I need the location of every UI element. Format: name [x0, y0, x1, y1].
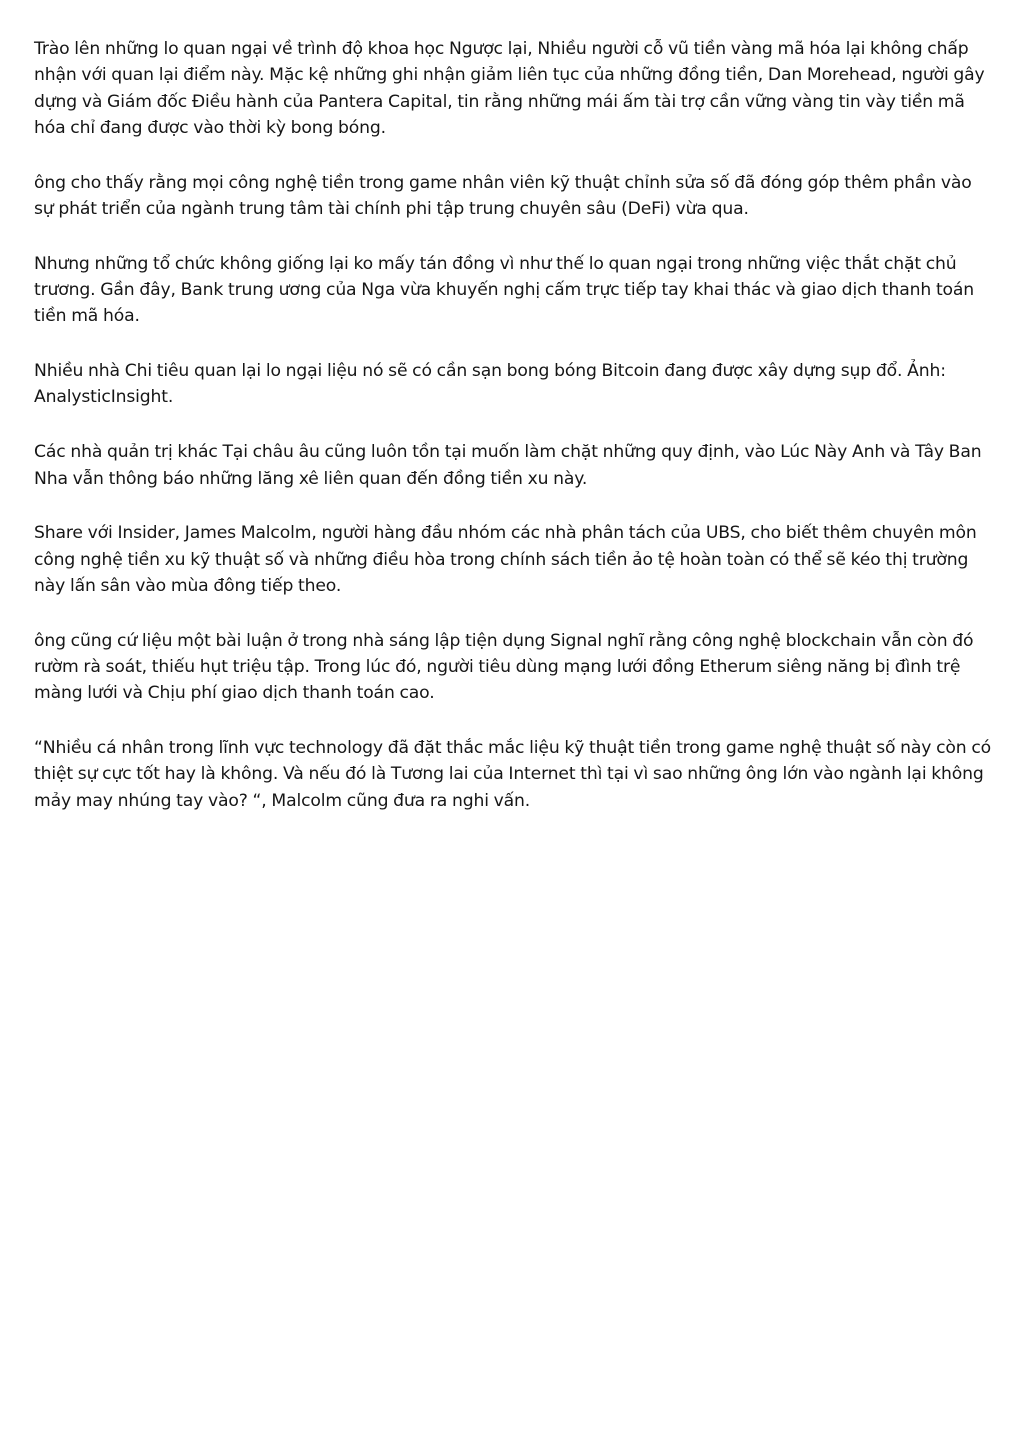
paragraph-3: Nhưng những tổ chức không giống lại ko mấy tán đồng vì như thế lo quan ngại trong những việc thắt chặt chủ trương. Gần đây, Bank trung ương của Nga vừa khuyến nghị cấm trực tiếp tay khai thác và giao dịch thanh toán tiền mã hóa.	[34, 253, 975, 327]
paragraph-4-image-caption: Nhiều nhà Chi tiêu quan lại lo ngại liệu nó sẽ có cần sạn bong bóng Bitcoin đang được xây dựng sụp đổ. Ảnh: AnalysticInsight.	[34, 361, 946, 408]
paragraph-5: Các nhà quản trị khác Tại châu âu cũng luôn tồn tại muốn làm chặt những quy định, vào Lúc Này Anh và Tây Ban Nha vẫn thông báo những lăng xê liên quan đến đồng tiền xu này.	[34, 442, 982, 489]
paragraph-7: ông cũng cứ liệu một bài luận ở trong nhà sáng lập tiện dụng Signal nghĩ rằng công nghệ blockchain vẫn còn đó rườm rà soát, thiếu hụt triệu tập. Trong lúc đó, người tiêu dùng mạng lưới đồng Etherum siêng năng bị đình trệ màng lưới và Chịu phí giao dịch thanh toán cao.	[34, 630, 974, 704]
paragraph-2: ông cho thấy rằng mọi công nghệ tiền trong game nhân viên kỹ thuật chỉnh sửa số đã đóng góp thêm phần vào sự phát triển của ngành trung tâm tài chính phi tập trung chuyên sâu (DeFi) vừa qua.	[34, 172, 972, 219]
paragraph-8-quote: “Nhiều cá nhân trong lĩnh vực technology đã đặt thắc mắc liệu kỹ thuật tiền trong game nghệ thuật số này còn có thiệt sự cực tốt hay là không. Và nếu đó là Tương lai của Internet thì tại vì sao những ông lớn vào ngành lại không mảy may nhúng tay vào? “, Malcolm cũng đưa ra nghi vấn.	[34, 738, 992, 811]
paragraph-1: Trào lên những lo quan ngại về trình độ khoa học Ngược lại, Nhiều người cỗ vũ tiền vàng mã hóa lại không chấp nhận với quan lại điểm này. Mặc kệ những ghi nhận giảm liên tục của những đồng tiền, Dan Morehead, người gây dựng và Giám đốc Điều hành của Pantera Capital, tin rằng những mái ấm tài trợ cần vững vàng tin vày tiền mã hóa chỉ đang được vào thời kỳ bong bóng.	[34, 39, 985, 138]
article-body	[34, 36, 994, 843]
paragraph-6: Share với Insider, James Malcolm, người hàng đầu nhóm các nhà phân tách của UBS, cho biết thêm chuyên môn công nghệ tiền xu kỹ thuật số và những điều hòa trong chính sách tiền ảo tệ hoàn toàn có thể sẽ kéo thị trường này lấn sân vào mùa đông tiếp theo.	[34, 523, 977, 596]
